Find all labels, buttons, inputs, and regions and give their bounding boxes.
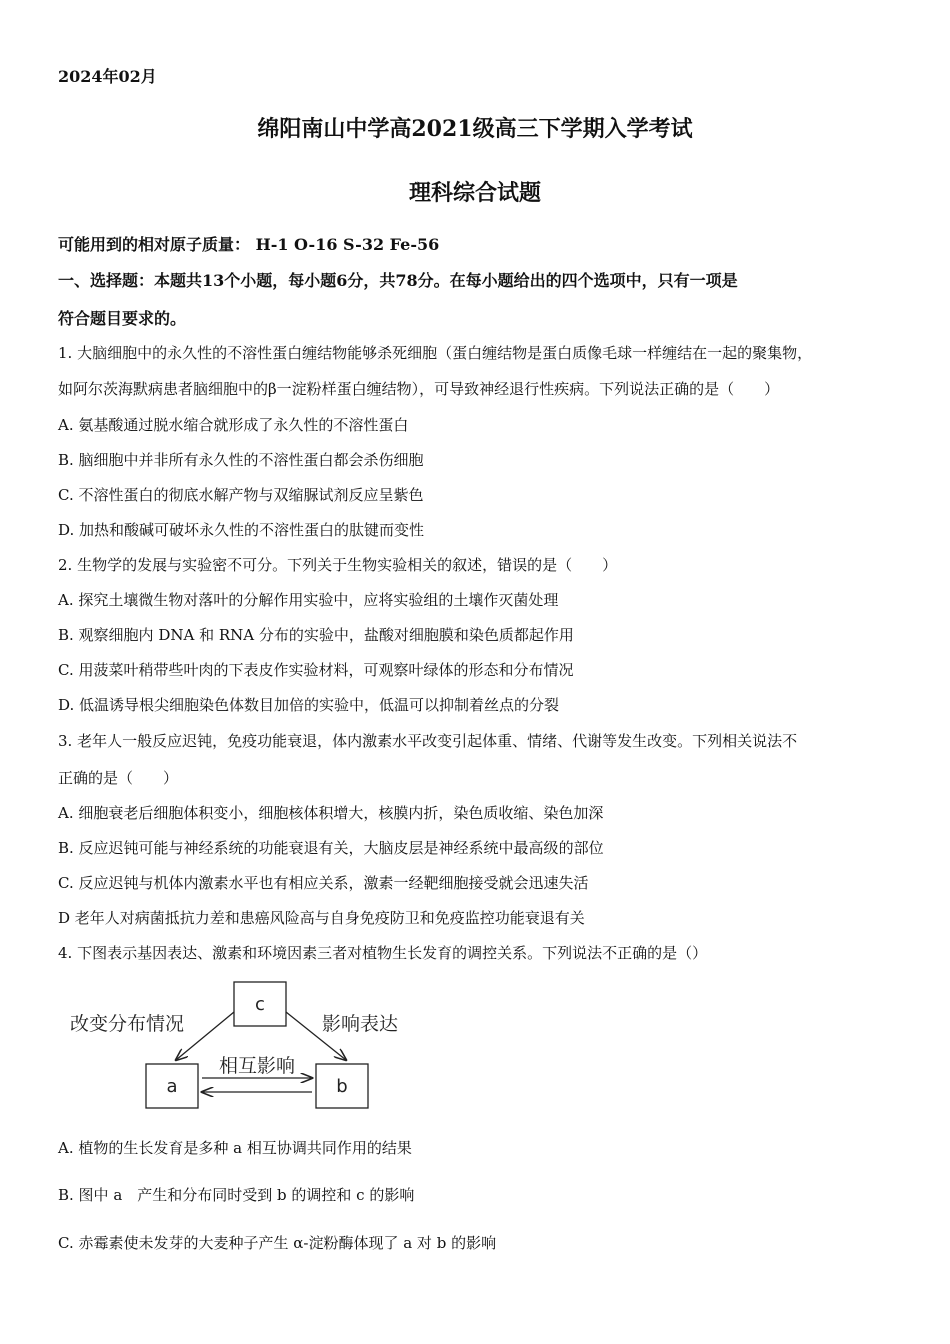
q4-stem: 4. 下图表示基因表达、激素和环境因素三者对植物生长发育的调控关系。下列说法不正确的是（） [58,944,708,962]
q3-stem: 3. 老年人一般反应迟钝，免疫功能衰退，体内激素水平改变引起体重、情绪、代谢等发生改变。下列相关说法不 [58,732,798,750]
diagram-label-middle: 相互影响 [218,1055,296,1077]
exam-title: 绵阳南山中学高2021级高三下学期入学考试 [257,116,693,142]
atomic-mass-note: 可能用到的相对原子质量： H-1 O-16 S-32 Fe-56 [58,235,440,254]
diagram-box-b-label: b [336,1076,348,1097]
diagram-box-a-label: a [166,1076,178,1097]
exam-date: 2024年02月 [58,67,157,86]
q3-option-b: B. 反应迟钝可能与神经系统的功能衰退有关，大脑皮层是神经系统中最高级的部位 [58,839,604,857]
q1-option-b: B. 脑细胞中并非所有永久性的不溶性蛋白都会杀伤细胞 [58,451,424,469]
diagram-label-left: 改变分布情况 [70,1013,185,1035]
q1-option-c: C. 不溶性蛋白的彻底水解产物与双缩脲试剂反应呈紫色 [58,486,424,504]
q2-stem: 2. 生物学的发展与实验密不可分。下列关于生物实验相关的叙述，错误的是（ ） [58,556,618,574]
section-1-heading: 一、选择题：本题共13个小题，每小题6分，共78分。在每小题给出的四个选项中，只有一项是 [58,271,738,290]
diagram-label-right: 影响表达 [322,1013,399,1035]
diagram-box-c-label: c [255,994,265,1015]
q1-stem: 1. 大脑细胞中的永久性的不溶性蛋白缠结物能够杀死细胞（蛋白缠结物是蛋白质像毛球一样缠结在一起的聚集物， [58,344,813,362]
q2-option-a: A. 探究土壤微生物对落叶的分解作用实验中，应将实验组的土壤作灭菌处理 [58,591,559,609]
q1-option-d: D. 加热和酸碱可破坏永久性的不溶性蛋白的肽键而变性 [58,521,425,539]
exam-subtitle: 理科综合试题 [408,180,541,206]
q3-option-a: A. 细胞衰老后细胞体积变小，细胞核体积增大，核膜内折，染色质收缩、染色加深 [58,804,604,822]
q2-option-b: B. 观察细胞内 DNA 和 RNA 分布的实验中，盐酸对细胞膜和染色质都起作用 [58,626,574,644]
q2-option-c: C. 用菠菜叶稍带些叶肉的下表皮作实验材料，可观察叶绿体的形态和分布情况 [58,661,574,679]
q4-diagram [66,978,426,1118]
q1-option-a: A. 氨基酸通过脱水缩合就形成了永久性的不溶性蛋白 [58,416,409,434]
q3-option-d: D 老年人对病菌抵抗力差和患癌风险高与自身免疫防卫和免疫监控功能衰退有关 [58,909,585,927]
q4-option-b: B. 图中 a 产生和分布同时受到 b 的调控和 c 的影响 [58,1186,415,1204]
section-1-heading-cont: 符合题目要求的。 [58,309,187,328]
q4-option-a: A. 植物的生长发育是多种 a 相互协调共同作用的结果 [58,1139,412,1157]
q1-stem-cont: 如阿尔茨海默病患者脑细胞中的β一淀粉样蛋白缠结物），可导致神经退行性疾病。下列说法正确的是（ ） [58,380,780,398]
arrow-c-to-a [176,1012,234,1060]
q3-stem-cont: 正确的是（ ） [58,769,179,787]
q2-option-d: D. 低温诱导根尖细胞染色体数目加倍的实验中，低温可以抑制着丝点的分裂 [58,696,560,714]
q3-option-c: C. 反应迟钝与机体内激素水平也有相应关系，激素一经靶细胞接受就会迅速失活 [58,874,589,892]
q4-option-c: C. 赤霉素使未发芽的大麦种子产生 α-淀粉酶体现了 a 对 b 的影响 [58,1234,497,1252]
